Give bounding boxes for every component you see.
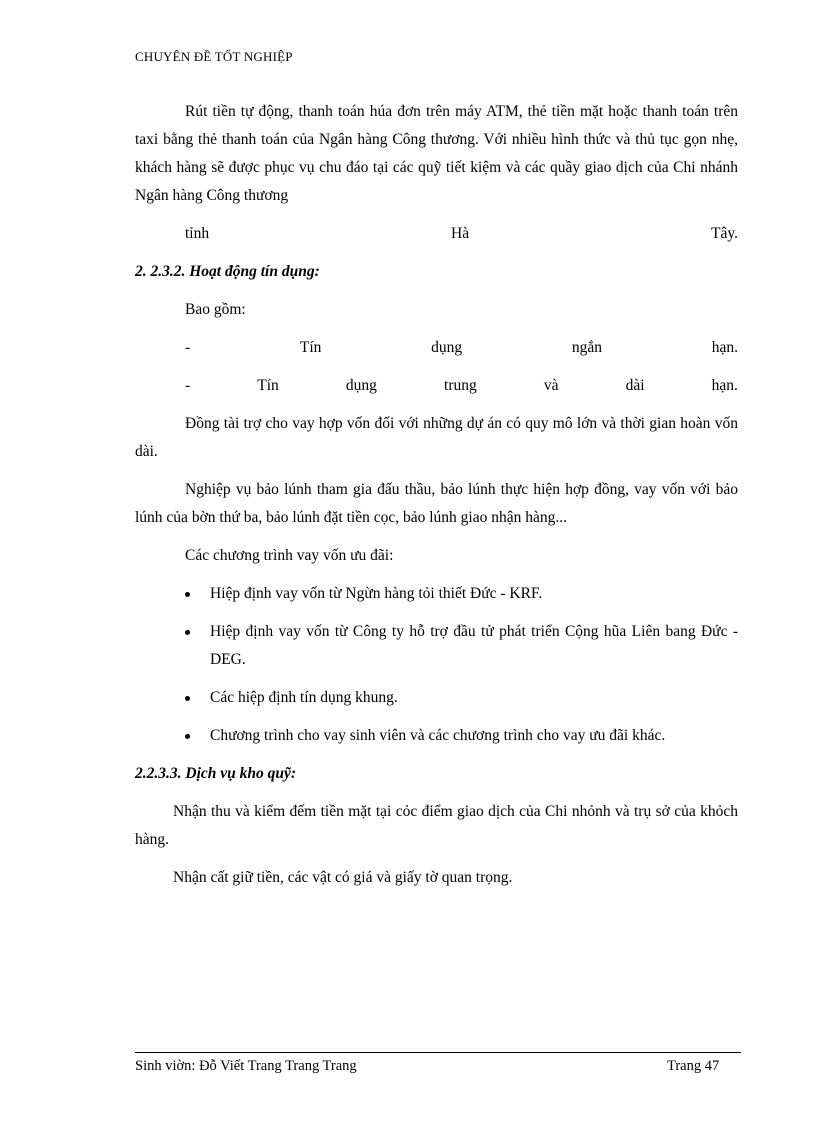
spread-word: Tín: [299, 339, 322, 356]
spread-word: Tín: [257, 377, 279, 394]
footer-page-number: Trang 47: [667, 1058, 720, 1074]
footer-author: Sinh viờn: Đỗ Viết Trang Trang Trang: [135, 1058, 357, 1074]
list-item-text: Hiệp định vay vốn từ Công ty hỗ trợ đầu tử phát triển Cộng hũa Liên bang Đức - DEG.: [210, 623, 738, 668]
spread-word: và: [543, 377, 559, 394]
section-heading-credit: 2. 2.3.2. Hoạt động tín dụng:: [135, 263, 320, 280]
dash-item-medium-long-term: [135, 372, 738, 400]
list-item: [135, 684, 738, 712]
paragraph-province-line: [135, 220, 738, 248]
paragraph-guarantees: Nghiệp vụ bảo lúnh tham gia đấu thầu, bảo lúnh thực hiện hợp đồng, vay vốn với bảo lúnh của bờn thứ ba, bảo lúnh đặt tiền cọc, bảo lúnh giao nhận hàng...: [135, 481, 738, 526]
spread-word: Hà: [451, 225, 470, 242]
paragraph-preferential-programs: Các chương trình vay vốn ưu đãi:: [185, 547, 394, 564]
spread-word: tỉnh: [185, 225, 210, 242]
bullet-dot-icon: [185, 696, 190, 701]
document-body: [135, 98, 738, 892]
spread-word: ngắn: [571, 339, 602, 356]
bullet-dot-icon: [185, 592, 190, 597]
spread-word: -: [185, 339, 191, 356]
spread-word: hạn.: [711, 339, 738, 356]
spread-word: Tây.: [711, 225, 738, 242]
list-item-text: Hiệp định vay vốn từ Ngừn hàng tỏi thiết Đức - KRF.: [210, 585, 543, 602]
list-item: [135, 618, 738, 674]
bullet-dot-icon: [185, 734, 190, 739]
spread-word: trung: [444, 377, 477, 394]
spread-word: dụng: [345, 377, 377, 394]
paragraph-co-financing: Đồng tài trợ cho vay hợp vốn đối với những dự án có quy mô lớn và thời gian hoàn vốn dài.: [135, 415, 738, 460]
list-item-text: Các hiệp định tín dụng khung.: [210, 689, 398, 706]
list-item: [135, 722, 738, 750]
spread-word: hạn.: [711, 377, 738, 394]
paragraph-includes: Bao gồm:: [185, 301, 246, 318]
section-heading-treasury: 2.2.3.3. Dịch vụ kho quỹ:: [135, 765, 297, 782]
paragraph-atm-services: Rút tiền tự động, thanh toán húa đơn trên máy ATM, thẻ tiền mặt hoặc thanh toán trên taxi bằng thẻ thanh toán của Ngân hàng Công thương. Với nhiều hình thức và thủ tục gọn nhẹ, khách hàng sẽ được phục vụ chu đáo tại các quỹ tiết kiệm và các quầy giao dịch của Chi nhánh Ngân hàng Công thương: [135, 103, 738, 204]
paragraph-safekeeping: Nhận cất giữ tiền, các vật có giá và giấy tờ quan trọng.: [173, 869, 513, 886]
bullet-list: [135, 580, 738, 750]
dash-item-short-term: [135, 334, 738, 362]
spread-word: dài: [625, 377, 645, 394]
bullet-dot-icon: [185, 630, 190, 635]
page-header: CHUYÊN ĐỀ TỐT NGHIỆP: [135, 49, 293, 64]
list-item: [135, 580, 738, 608]
spread-word: dụng: [431, 339, 463, 356]
spread-word: -: [185, 377, 191, 394]
list-item-text: Chương trình cho vay sinh viên và các chương trình cho vay ưu đãi khác.: [210, 727, 666, 744]
paragraph-cash-counting: Nhận thu và kiểm đếm tiền mặt tại cỏc điểm giao dịch của Chi nhỏnh và trụ sở của khỏch hàng.: [135, 803, 738, 848]
footer-divider: [135, 1052, 741, 1053]
